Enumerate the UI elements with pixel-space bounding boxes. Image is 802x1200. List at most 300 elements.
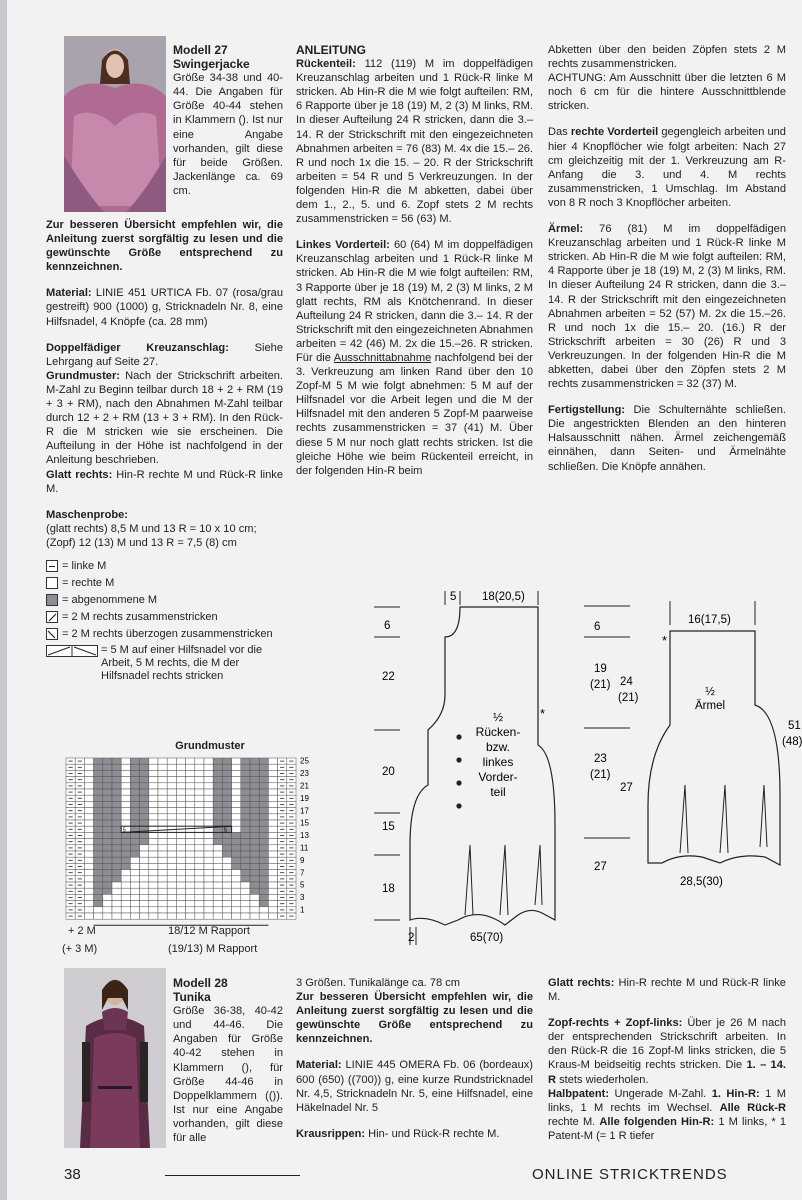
body-label-half: ½ <box>492 710 504 724</box>
chart-cell <box>259 808 268 814</box>
chart-cell <box>222 770 231 776</box>
chart-cell <box>268 808 277 814</box>
chart-cell <box>195 777 204 783</box>
chart-row-number: 23 <box>300 769 309 779</box>
chart-cell <box>103 764 112 770</box>
chart-cell <box>259 901 268 907</box>
chart-cell <box>158 789 167 795</box>
chart-cell <box>167 901 176 907</box>
chart-cell <box>268 894 277 900</box>
legend-row <box>46 626 283 643</box>
chart-cell <box>130 820 139 826</box>
chart-cell <box>167 839 176 845</box>
ausschnitt-link-text: Ausschnittabnahme <box>333 351 432 364</box>
chart-cell <box>232 845 241 851</box>
model27-title: Modell 27 <box>173 43 228 57</box>
chart-cell <box>149 789 158 795</box>
chart-cell <box>176 764 185 770</box>
chart-cell <box>103 907 112 913</box>
chart-cell <box>167 777 176 783</box>
chart-cell <box>195 832 204 838</box>
chart-cell <box>259 789 268 795</box>
chart-cell <box>222 913 231 919</box>
chart-cell <box>130 814 139 820</box>
chart-cell <box>158 845 167 851</box>
chart-cell <box>176 795 185 801</box>
chart-cell <box>259 863 268 869</box>
chart-cell <box>232 777 241 783</box>
model28-title: Modell 28 <box>173 976 228 990</box>
chart-cell <box>186 888 195 894</box>
chart-cell <box>259 882 268 888</box>
chart-cell <box>213 777 222 783</box>
chart-cell <box>186 863 195 869</box>
chart-row-number: 3 <box>300 893 305 903</box>
chart-cell <box>140 894 149 900</box>
chart-cell <box>186 832 195 838</box>
chart-cell <box>94 863 103 869</box>
legend-cable-symbol <box>46 644 98 658</box>
chart-cell <box>241 894 250 900</box>
chart-cell <box>259 894 268 900</box>
chart-cell <box>213 845 222 851</box>
chart-cell <box>130 777 139 783</box>
chart-cell <box>250 820 259 826</box>
chart-cell <box>130 783 139 789</box>
chart-cell <box>140 901 149 907</box>
chart-cell <box>195 863 204 869</box>
chart-cell <box>259 801 268 807</box>
dim-left-1: 6 <box>384 620 391 632</box>
chart-cell <box>103 783 112 789</box>
chart-cell <box>259 845 268 851</box>
chart-cell <box>176 789 185 795</box>
legend-row <box>46 592 283 609</box>
glatt-label: Glatt rechts: <box>46 468 113 481</box>
chart-cell <box>84 876 93 882</box>
chart-cell <box>241 876 250 882</box>
chart-cell <box>232 789 241 795</box>
chart-cell <box>112 770 121 776</box>
chart-cell <box>112 795 121 801</box>
chart-cell <box>149 839 158 845</box>
chart-cell <box>195 808 204 814</box>
chart-cell <box>84 832 93 838</box>
chart-cell <box>186 783 195 789</box>
chart-cell <box>84 839 93 845</box>
chart-cell <box>241 801 250 807</box>
model28-intro-block <box>173 976 283 1145</box>
chart-cell <box>158 851 167 857</box>
chart-cell <box>121 882 130 888</box>
chart-cell <box>149 801 158 807</box>
chart-cell <box>84 888 93 894</box>
chart-cell <box>94 882 103 888</box>
chart-cell <box>158 913 167 919</box>
chart-cell <box>149 758 158 764</box>
chart-cell <box>259 851 268 857</box>
chart-cell <box>176 777 185 783</box>
chart-cell <box>222 857 231 863</box>
krausrippen-label: Krausrippen: <box>296 1127 366 1140</box>
chart-cell <box>140 913 149 919</box>
chart-cell <box>84 845 93 851</box>
chart-cell <box>232 801 241 807</box>
page-gutter <box>0 0 7 1200</box>
chart-cell <box>149 814 158 820</box>
chart-cell <box>268 839 277 845</box>
chart-cell <box>112 894 121 900</box>
chart-cell <box>103 758 112 764</box>
chart-cell <box>222 820 231 826</box>
model28-glatt-label: Glatt rechts: <box>548 977 615 989</box>
column-3 <box>548 43 786 486</box>
chart-cell <box>103 801 112 807</box>
chart-cell <box>121 851 130 857</box>
chart-cell <box>250 826 259 832</box>
chart-cell <box>222 901 231 907</box>
chart-cell <box>186 907 195 913</box>
chart-cell <box>250 777 259 783</box>
chart-cell <box>84 795 93 801</box>
chart-cell <box>103 863 112 869</box>
anleitung-title: ANLEITUNG <box>296 43 366 57</box>
chart-cell <box>232 907 241 913</box>
chart-cell <box>241 863 250 869</box>
chart-cell <box>213 863 222 869</box>
chart-cell <box>232 857 241 863</box>
chart-cell <box>250 783 259 789</box>
chart-cell <box>94 820 103 826</box>
chart-cell <box>149 907 158 913</box>
chart-cell <box>213 789 222 795</box>
chart-cell <box>158 870 167 876</box>
chart-cell <box>186 857 195 863</box>
chart-cell <box>186 845 195 851</box>
chart-cell <box>222 870 231 876</box>
chart-cell <box>103 820 112 826</box>
chart-cell <box>204 907 213 913</box>
chart-cell <box>140 870 149 876</box>
chart-cell <box>130 901 139 907</box>
chart-cell <box>259 839 268 845</box>
chart-cell <box>130 770 139 776</box>
chart-row-number: 11 <box>300 843 309 853</box>
chart-cell <box>268 777 277 783</box>
chart-cell <box>149 913 158 919</box>
legend-zusammen-symbol <box>46 611 58 623</box>
chart-cell <box>250 770 259 776</box>
sleeve-dim-bottom: 28,5(30) <box>680 876 723 888</box>
chart-cell <box>232 758 241 764</box>
chart-cell <box>204 758 213 764</box>
chart-cell <box>84 789 93 795</box>
dim-bottom-width: 65(70) <box>470 932 504 944</box>
anschlag-text: Siehe Lehrgang auf Seite 27. <box>46 341 283 368</box>
chart-cell <box>121 857 130 863</box>
chart-cell <box>241 901 250 907</box>
chart-cell <box>241 764 250 770</box>
chart-cell <box>250 808 259 814</box>
chart-cell <box>195 839 204 845</box>
chart-cell <box>140 907 149 913</box>
chart-cell <box>204 777 213 783</box>
rapport-prefix-2: (+ 3 M) <box>62 943 98 955</box>
chart-cell <box>94 857 103 863</box>
chart-cell <box>186 814 195 820</box>
chart-cell <box>268 888 277 894</box>
chart-cell <box>149 783 158 789</box>
chart-cell <box>112 832 121 838</box>
chart-cell <box>140 795 149 801</box>
material-text: LINIE 451 URTICA Fb. 07 (rosa/grau gestreift) 900 (1000) g, Stricknadeln Nr. 8, eine Hilfsnadel, 4 Knöpfe (ca. 28 mm) <box>46 287 283 328</box>
chart-cell <box>259 820 268 826</box>
chart-cell <box>259 832 268 838</box>
chart-cell <box>149 894 158 900</box>
chart-cell <box>241 913 250 919</box>
rechtes-pre: Das <box>548 126 568 139</box>
chart-cell <box>121 820 130 826</box>
chart-cell <box>167 820 176 826</box>
chart-cell <box>84 913 93 919</box>
chart-cell <box>186 820 195 826</box>
chart-cell <box>121 770 130 776</box>
halbpatent-text-2: 1 M links, 1 M rechts im Wechsel. <box>548 1087 786 1114</box>
zopf-text: Über je 26 M nach der entsprechenden Strickschrift arbeiten. In den Rück-R die 16 Zopf-M links stricken, die 5 Kraus-M beidseitig rechts stricken. Die <box>548 1017 786 1072</box>
chart-cell <box>140 839 149 845</box>
model28-material-label: Material: <box>296 1059 342 1072</box>
chart-cell <box>103 795 112 801</box>
chart-cell <box>268 901 277 907</box>
chart-cell <box>112 820 121 826</box>
aermel-text: 76 (81) M im doppelfädigen Kreuzanschlag arbeiten und 1 Rück-R linke M stricken. Ab Hin-R die M wie folgt aufteilen: RM, 4 Rapporte über je 18 (19) M, 2 (3) M links, RM. In dieser Aufteilung 24 R stricken, dann die 3.– 14. R der Strickschrift mit den eingezeichneten Abnahmen arbeiten = 52 (57) M. 2x die 15.–26. R und noch 1x die 15.– 20. (16.) R der Strickschrift arbeiten = 30 (26) R und 3 Verkreuzungen. In der folgenden Hin-R die M abketten, dabei über den Zöpfen stets 2 M rechts zusammenstricken = 32 (37) M. <box>548 223 786 391</box>
chart-cell <box>167 795 176 801</box>
rueckenteil-text: 112 (119) M im doppelfädigen Kreuzanschlag arbeiten und 1 Rück-R linke M stricken. Ab Hin-R die M wie folgt aufteilen: RM, 6 Rapporte über je 18 (19) M, 2 (3) M links, RM. In dieser Aufteilung 24 R stricken, dann die 3.– 14. R der Strickschrift mit den eingezeichneten Abnahmen arbeiten = 76 (83) M. 4x die 15.– 26. R und noch 1x die 15. – 20. R der Strickschrift arbeiten = 54 R und 5 Verkreuzungen. In der folgenden Hin-R die M abketten, dabei über dem 1., 2., 5. und 6. Zopf stets 2 M rechts zusammenstricken = 56 (63) M. <box>296 58 533 226</box>
model27-subtitle: Swingerjacke <box>173 57 250 72</box>
chart-cell <box>84 857 93 863</box>
chart-cell <box>259 857 268 863</box>
chart-cell <box>149 882 158 888</box>
rapport-prefix-1: + 2 M <box>68 925 96 937</box>
chart-cell <box>112 789 121 795</box>
chart-cell <box>140 764 149 770</box>
asterisk-mark: * <box>662 633 668 648</box>
chart-cell <box>130 870 139 876</box>
dim-left-3: 20 <box>382 766 395 778</box>
chart-cell <box>84 758 93 764</box>
legend-text: = 2 M rechts überzogen zusammenstricken <box>62 628 273 641</box>
chart-cell <box>222 863 231 869</box>
chart-cell <box>94 777 103 783</box>
chart-cell <box>250 888 259 894</box>
chart-cell <box>112 783 121 789</box>
column-3-bottom <box>548 976 786 1143</box>
chart-cell <box>213 795 222 801</box>
chart-cell <box>112 901 121 907</box>
model27-photo <box>64 36 166 212</box>
chart-cell <box>176 832 185 838</box>
chart-cell <box>103 894 112 900</box>
chart-cell <box>176 913 185 919</box>
chart-cell <box>103 839 112 845</box>
chart-cell <box>176 888 185 894</box>
chart-cell <box>259 870 268 876</box>
chart-cell <box>259 795 268 801</box>
model27-intro-block <box>173 43 283 198</box>
chart-cell <box>259 907 268 913</box>
halbpatent-text: Ungerade M-Zahl. <box>614 1087 707 1100</box>
sleeve-dim-left-2: 27 <box>620 782 633 794</box>
grundmuster-text: Nach der Strickschrift arbeiten. M-Zahl zu Beginn teilbar durch 18 + 2 + RM (19 + 3 + RM), nach den Abnahmen M-Zahl teilbar durch 12 + 2 + RM (13 + 3 + RM). In den Rück-R die M stricken wie sie erscheinen. Die Aufteilung in der Höhe ist nachfolgend in der Anleitung beschrieben. <box>46 369 283 467</box>
chart-cell <box>121 783 130 789</box>
chart-cell <box>167 764 176 770</box>
chart-cell <box>167 832 176 838</box>
sleeve-dim-right: 51 <box>788 720 801 732</box>
chart-cell <box>268 851 277 857</box>
chart-cell <box>232 764 241 770</box>
body-label-line: linkes <box>482 755 514 769</box>
column-2 <box>296 43 533 478</box>
chart-cell <box>241 851 250 857</box>
chart-cell <box>232 832 241 838</box>
chart-cell <box>167 851 176 857</box>
chart-cell <box>167 894 176 900</box>
sleeve-dim-left-1b: (21) <box>618 692 639 704</box>
chart-cell <box>204 851 213 857</box>
chart-cell <box>195 870 204 876</box>
chart-cell <box>130 876 139 882</box>
chart-cell <box>222 907 231 913</box>
chart-cell <box>186 913 195 919</box>
chart-cell <box>241 783 250 789</box>
chart-cell <box>195 783 204 789</box>
chart-cell <box>130 801 139 807</box>
legend-linke-symbol <box>46 560 58 572</box>
chart-cell <box>213 888 222 894</box>
chart-cable-mark: 5 <box>223 827 227 834</box>
chart-cell <box>268 770 277 776</box>
chart-cell <box>204 901 213 907</box>
chart-cell <box>250 894 259 900</box>
chart-legend <box>46 558 283 683</box>
legend-row <box>46 575 283 592</box>
chart-cell <box>241 814 250 820</box>
chart-cell <box>176 882 185 888</box>
chart-cell <box>84 808 93 814</box>
chart-cell <box>213 839 222 845</box>
chart-cell <box>259 770 268 776</box>
fertigstellung-text: Die Schulternähte schließen. Die angestrickten Blenden an den hinteren Halsausschnitt nähen. Ärmel zeichengemäß einnähen, dann Seiten- und Ärmelnähte schließen. Die Knöpfe annähen. <box>548 404 786 473</box>
linkes-vorderteil-label: Linkes Vorderteil: <box>296 239 390 252</box>
chart-cell <box>140 777 149 783</box>
chart-cell <box>84 764 93 770</box>
chart-cell <box>140 845 149 851</box>
chart-cell <box>204 839 213 845</box>
legend-text: = 2 M rechts zusammenstricken <box>62 611 218 624</box>
model28-subtitle: Tunika <box>173 990 211 1005</box>
rapport-label-2: (19/13) M Rapport <box>168 943 258 955</box>
chart-cell <box>140 863 149 869</box>
chart-cell <box>213 820 222 826</box>
chart-cell <box>121 876 130 882</box>
chart-cell <box>158 863 167 869</box>
chart-cell <box>204 814 213 820</box>
chart-cell <box>259 764 268 770</box>
linkes-vorderteil-text: 60 (64) M im doppelfädigen Kreuzanschlag arbeiten und 1 Rück-R linke M stricken. Ab Hin-R die M wie folgt aufteilen: RM, 3 Rapporte über je 18 (19) M, 2 (3) M links, 2 M glatt rechts, RM als Knötchenrand. In dieser Aufteilung 24 R stricken, dann die 3.– 14. R der Strickschrift mit den eingezeichneten Abnahmen arbeiten = 42 (46) M. 2x die 15.–26. R stricken. Für die <box>296 239 533 364</box>
chart-cell <box>195 901 204 907</box>
chart-cell <box>204 845 213 851</box>
legend-row <box>46 609 283 626</box>
chart-cell <box>84 820 93 826</box>
chart-row-number: 15 <box>300 818 309 828</box>
chart-cell <box>241 845 250 851</box>
chart-cell <box>241 808 250 814</box>
chart-cell <box>149 870 158 876</box>
chart-cell <box>195 876 204 882</box>
chart-cell <box>167 758 176 764</box>
footer-rule <box>165 1175 300 1176</box>
chart-cell <box>112 839 121 845</box>
chart-cell <box>103 870 112 876</box>
chart-cell <box>176 820 185 826</box>
dim-left-5: 18 <box>382 883 395 895</box>
chart-cell <box>204 795 213 801</box>
chart-cell <box>222 888 231 894</box>
chart-cell <box>232 870 241 876</box>
chart-cell <box>130 913 139 919</box>
chart-cell <box>204 770 213 776</box>
chart-cell <box>259 888 268 894</box>
chart-cell <box>232 783 241 789</box>
chart-cell <box>204 832 213 838</box>
chart-cell <box>84 783 93 789</box>
chart-cell <box>140 851 149 857</box>
chart-cell <box>158 764 167 770</box>
chart-cell <box>103 851 112 857</box>
chart-cell <box>94 808 103 814</box>
chart-cell <box>176 814 185 820</box>
chart-cell <box>167 857 176 863</box>
chart-cell <box>94 913 103 919</box>
column-1 <box>46 218 283 683</box>
chart-cell <box>130 882 139 888</box>
chart-cell <box>222 783 231 789</box>
chart-cell <box>112 851 121 857</box>
chart-cell <box>250 851 259 857</box>
chart-cell <box>130 863 139 869</box>
chart-cell <box>103 888 112 894</box>
chart-cell <box>167 888 176 894</box>
chart-cell <box>121 907 130 913</box>
chart-cell <box>250 907 259 913</box>
chart-cell <box>250 845 259 851</box>
chart-cell <box>213 764 222 770</box>
chart-cell <box>130 839 139 845</box>
chart-cell <box>158 888 167 894</box>
chart-cell <box>94 832 103 838</box>
chart-cell <box>186 882 195 888</box>
chart-cell <box>121 795 130 801</box>
chart-cell <box>130 789 139 795</box>
chart-cell <box>94 845 103 851</box>
chart-cell <box>222 777 231 783</box>
chart-cell <box>204 801 213 807</box>
chart-cell <box>213 770 222 776</box>
chart-cell <box>149 863 158 869</box>
chart-cell <box>268 795 277 801</box>
chart-cell <box>158 801 167 807</box>
chart-cell <box>186 901 195 907</box>
